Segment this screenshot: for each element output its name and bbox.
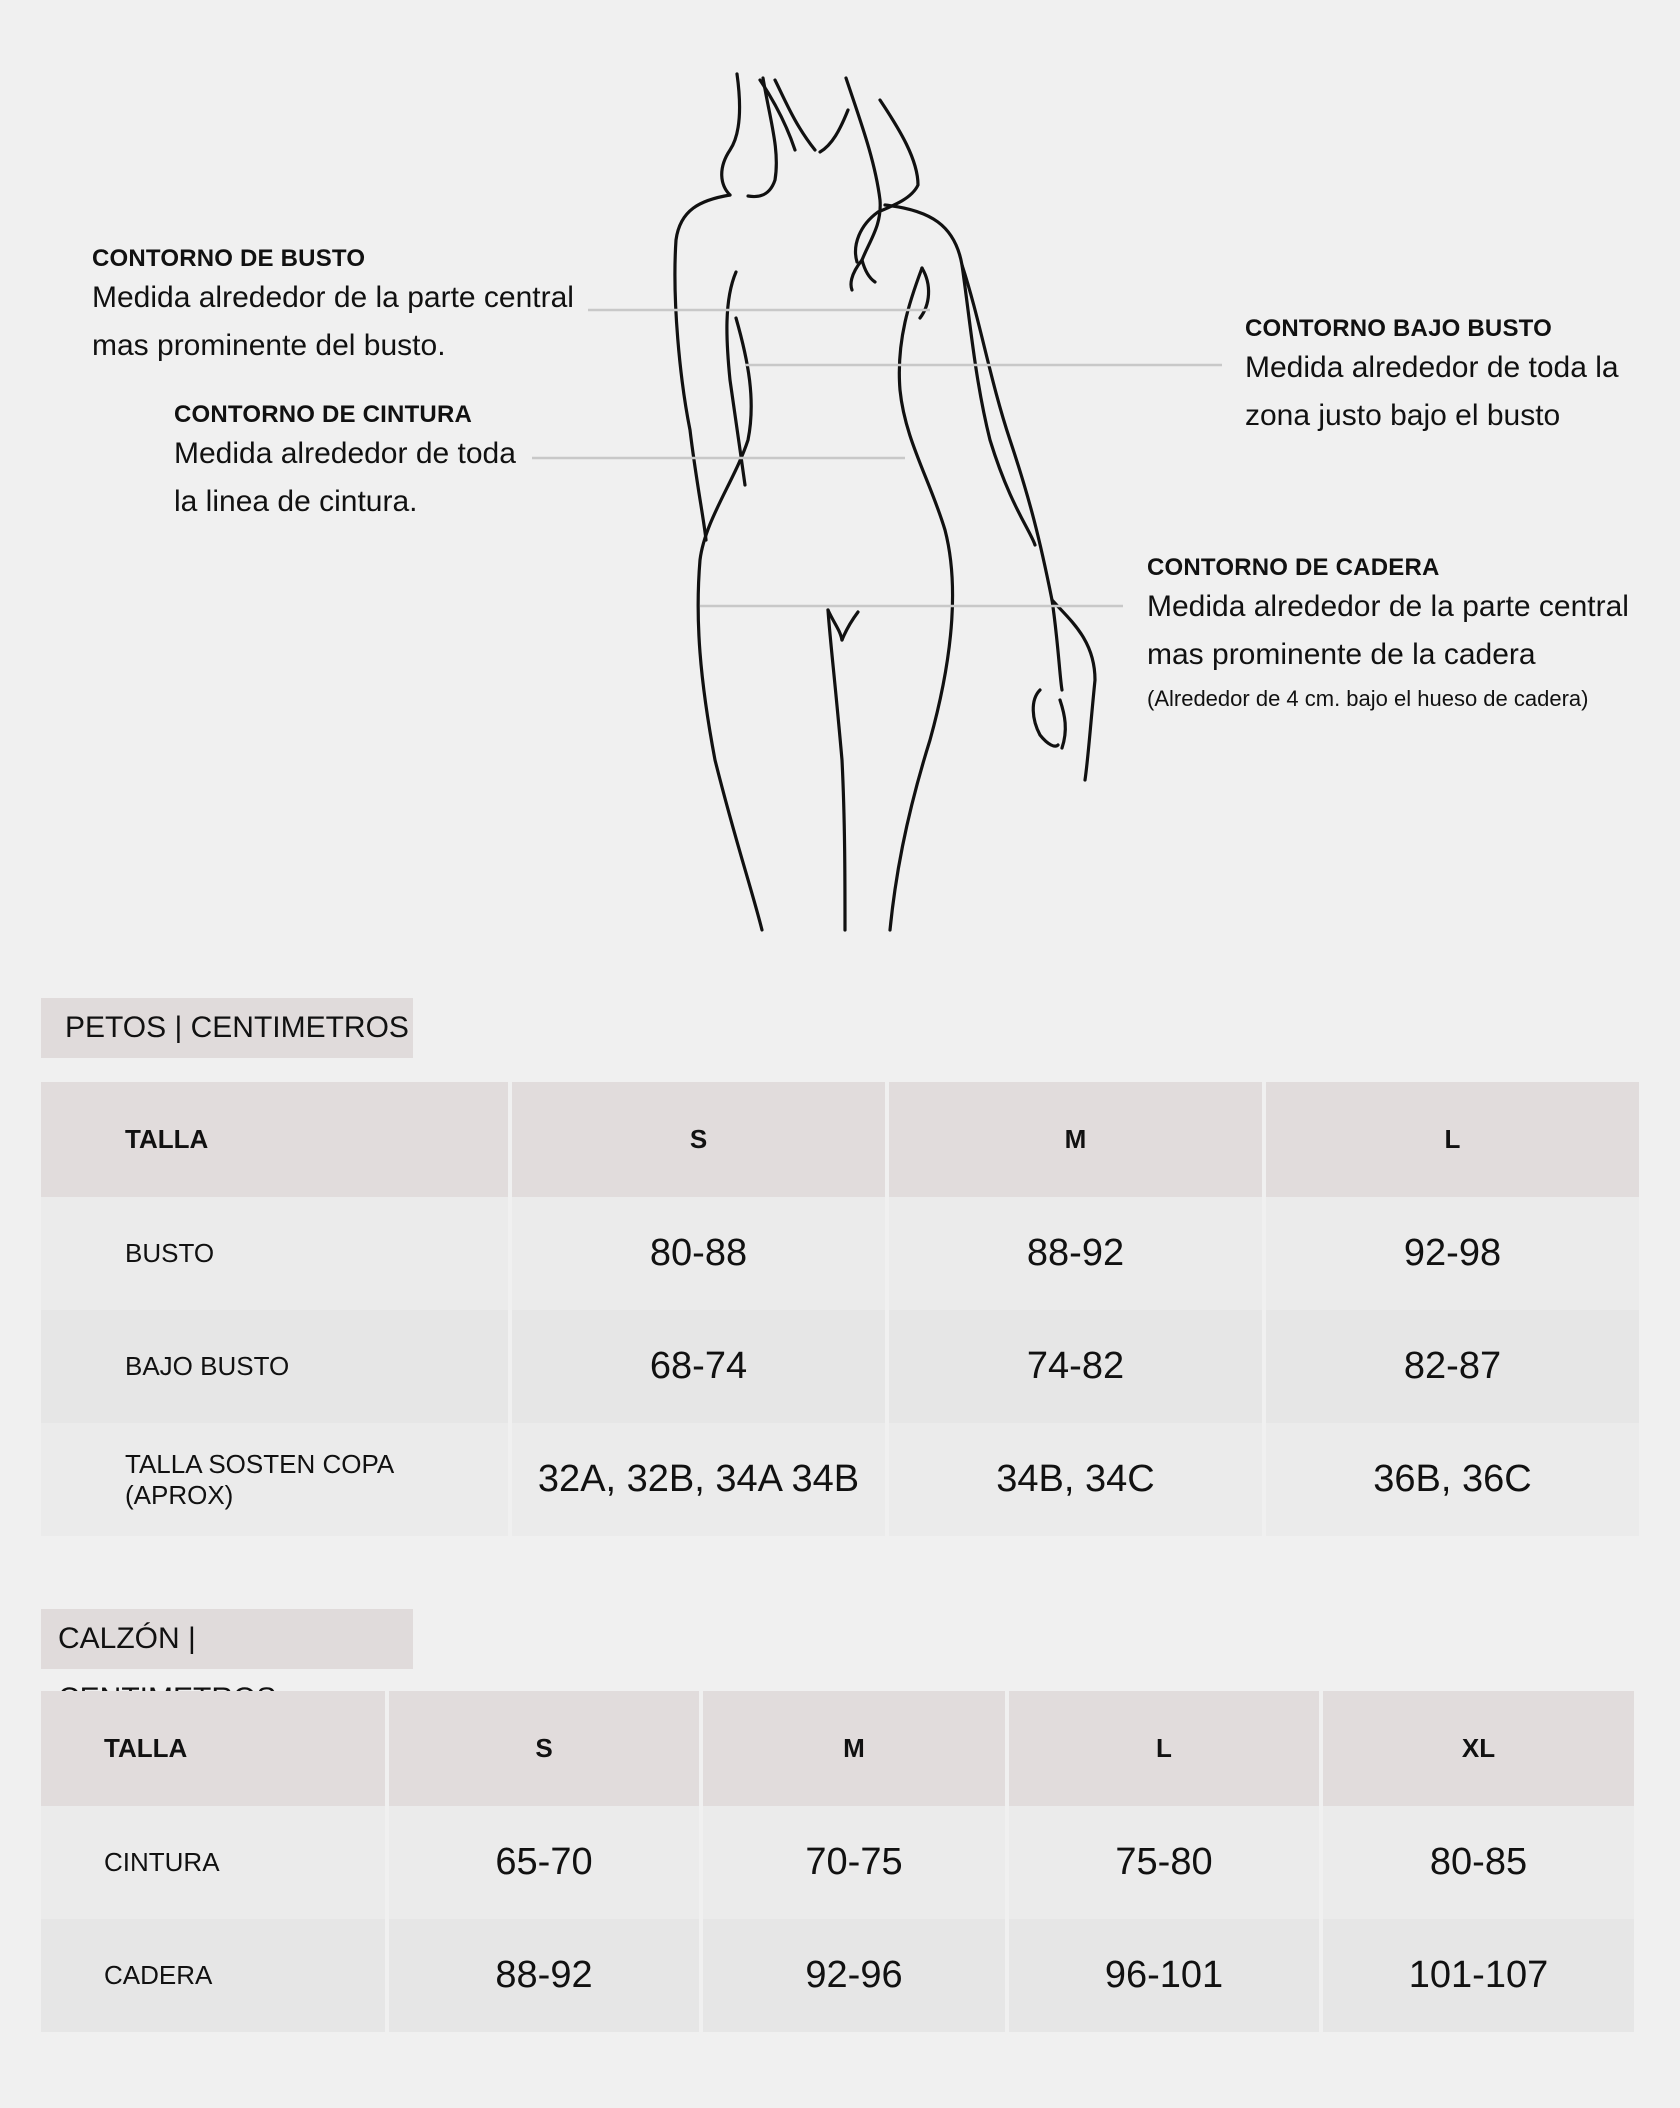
annotation-bajo-busto-line2: zona justo bajo el busto [1245, 399, 1561, 432]
annotation-busto-line2: mas prominente del busto. [92, 329, 446, 362]
calzon-cintura-xl: 80-85 [1323, 1806, 1634, 1919]
petos-header-m: M [889, 1082, 1262, 1197]
calzon-cintura-s: 65-70 [389, 1806, 699, 1919]
annotation-cadera-line2: mas prominente de la cadera [1147, 638, 1536, 671]
petos-bajo-busto-s: 68-74 [512, 1310, 885, 1423]
petos-busto-m: 88-92 [889, 1197, 1262, 1310]
calzon-cadera-s: 88-92 [389, 1919, 699, 2032]
petos-copa-l: 36B, 36C [1266, 1423, 1639, 1536]
annotation-busto [92, 244, 574, 370]
annotation-cadera-note: (Alrededor de 4 cm. bajo el hueso de cadera) [1147, 686, 1589, 711]
calzon-row-cadera-label: CADERA [41, 1919, 385, 2032]
petos-copa-s: 32A, 32B, 34A 34B [512, 1423, 885, 1536]
petos-header-talla: TALLA [41, 1082, 508, 1197]
annotation-cadera [1147, 553, 1629, 719]
annotation-cintura-title: CONTORNO DE CINTURA [174, 401, 473, 428]
calzon-header-l: L [1009, 1691, 1319, 1806]
annotation-cintura-line2: la linea de cintura. [174, 485, 418, 518]
calzon-cintura-m: 70-75 [703, 1806, 1005, 1919]
annotation-cadera-line1: Medida alrededor de la parte central [1147, 590, 1629, 623]
annotation-cintura [174, 400, 516, 526]
calzon-header-m: M [703, 1691, 1005, 1806]
petos-row-bajo-busto-label: BAJO BUSTO [41, 1310, 508, 1423]
petos-row-busto-label: BUSTO [41, 1197, 508, 1310]
annotation-busto-title: CONTORNO DE BUSTO [92, 245, 366, 272]
calzon-row-cintura-label: CINTURA [41, 1806, 385, 1919]
annotation-cadera-title: CONTORNO DE CADERA [1147, 554, 1440, 581]
petos-busto-s: 80-88 [512, 1197, 885, 1310]
calzon-cadera-m: 92-96 [703, 1919, 1005, 2032]
annotation-bajo-busto-title: CONTORNO BAJO BUSTO [1245, 315, 1552, 342]
petos-header-l: L [1266, 1082, 1639, 1197]
petos-busto-l: 92-98 [1266, 1197, 1639, 1310]
petos-size-table [41, 1082, 1639, 1536]
annotation-cintura-line1: Medida alrededor de toda [174, 437, 516, 470]
petos-header-s: S [512, 1082, 885, 1197]
petos-section-label: PETOS | CENTIMETROS [41, 998, 413, 1058]
annotation-busto-line1: Medida alrededor de la parte central [92, 281, 574, 314]
petos-copa-m: 34B, 34C [889, 1423, 1262, 1536]
calzon-size-table [41, 1691, 1639, 2032]
calzon-cintura-l: 75-80 [1009, 1806, 1319, 1919]
annotation-bajo-busto [1245, 314, 1619, 440]
annotation-bajo-busto-line1: Medida alrededor de toda la [1245, 351, 1619, 384]
petos-bajo-busto-l: 82-87 [1266, 1310, 1639, 1423]
calzon-header-xl: XL [1323, 1691, 1634, 1806]
calzon-section-label: CALZÓN | [41, 1609, 413, 1669]
petos-row-copa-label: TALLA SOSTEN COPA (APROX) [41, 1423, 508, 1536]
calzon-header-s: S [389, 1691, 699, 1806]
calzon-cadera-l: 96-101 [1009, 1919, 1319, 2032]
calzon-header-talla: TALLA [41, 1691, 385, 1806]
petos-bajo-busto-m: 74-82 [889, 1310, 1262, 1423]
calzon-cadera-xl: 101-107 [1323, 1919, 1634, 2032]
